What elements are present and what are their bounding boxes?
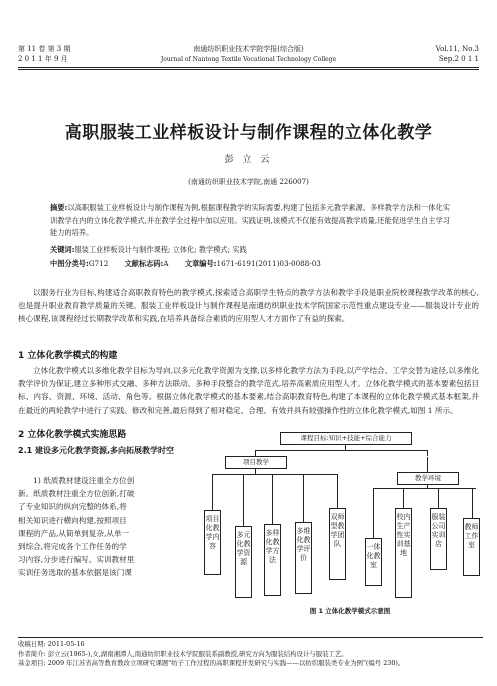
section-2-1-heading: 2.1 建设多元化教学资源,多向拓展教学时空 (18, 446, 174, 455)
classification-label: 中图分类号: (50, 259, 89, 268)
header-rule (18, 67, 479, 68)
footnote-rule (18, 637, 483, 638)
figure-1 (200, 430, 480, 615)
connector (438, 488, 439, 508)
received-date: 收稿日期: 2011-05-16 (18, 640, 85, 648)
connector (427, 450, 428, 456)
connector (472, 488, 473, 518)
connector (243, 474, 244, 526)
project-teaching-box: 项目教学 (225, 456, 287, 469)
teaching-environment-box: 教学环境 (397, 472, 459, 485)
connector (427, 484, 428, 488)
article-number-label: 文章编号: (184, 259, 217, 268)
text-line: 相关知识进行横向构建,按照项目 (18, 515, 127, 525)
classification-value: G712 (88, 259, 109, 268)
abstract-text: 以高职服装工业样板设计与制作课程为例,根据课程教学的实际需要,构建了包括多元教学素源、多样教学方法和一体化实训教学在内的立体化教学模式,并在教学全过程中加以应用。实践证明,该模式不仅能有效提高教学质量,还能促进学生自主学习能力的培养。 (50, 203, 451, 238)
keywords-text: 服装工业样板设计与制作课程; 立体化; 教学模式; 实践 (74, 245, 247, 254)
right-item-box: 校内生产性实训基地 (395, 508, 412, 598)
footnotes (18, 640, 483, 669)
left-item-box: 多维化教学评价 (295, 522, 312, 594)
volume-issue: 第 11 卷 第 3 期 (18, 45, 71, 53)
connector (212, 474, 213, 510)
connector (373, 488, 476, 489)
figure-caption: 图 1 立体化教学模式示意图 (309, 607, 391, 615)
text-line: 实训任务选取的基本依据是该门课 (18, 568, 132, 578)
connector (212, 474, 338, 475)
section-2-1-text (18, 474, 223, 580)
date-en: Sep.2 0 1 1 (438, 55, 479, 63)
right-item-box: 教师工作室 (463, 518, 480, 576)
text-line: 到综合,将完成各个工作任务的学 (18, 542, 127, 552)
article-author: 彭 立 云 (224, 155, 273, 165)
left-item-box: 双师型教学团队 (329, 508, 346, 580)
volume-en: Vol.11, No.3 (435, 45, 479, 53)
article-number-value: 1671-6191(2011)03-0088-03 (216, 259, 321, 268)
keywords-label: 关键词: (50, 245, 75, 254)
classification-line (50, 258, 450, 270)
connector (255, 450, 427, 451)
doc-code-label: 文献标志码: (124, 259, 164, 268)
text-line: 课程的产品,从简单到复杂,从单一 (18, 528, 130, 538)
author-affiliation: (南通纺织职业技术学院,南通 226007) (188, 178, 309, 186)
journal-title-en: Journal of Nantong Textile Vocational Technology College (160, 56, 337, 63)
connector (303, 474, 304, 522)
connector (272, 474, 273, 524)
connector (255, 468, 256, 474)
left-item-box: 项目化教学内容 (204, 510, 221, 575)
section-1-text: 立体化教学模式以多维化教学目标为导向,以多元化教学资源为支撑,以多样化教学方法为手段,以产学结合、工学交替为途径,以多维化教学评价为保证,建立多种形式交融、多种方法联动、多种手段整合的教学范式,培养高素质应用型人才。立体化教学模式的基本要素包括目标、内容、资源、环境、活动、角色等。根据立体化教学模式的基本要素,结合高职教育特色,构建了本课程的立体化教学模式基本框架,并在最近的两轮教学中进行了实践、修改和完善,最后得到了相对稳定、合理、有效并具有较强操作性的立体化教学模式,如图 1 所示。 (18, 366, 479, 415)
connector (373, 488, 374, 538)
text-line: 习内容,分步进行编写。实训教材里 (18, 555, 135, 565)
left-item-box: 多样化教学方法 (264, 524, 281, 596)
abstract (50, 202, 450, 240)
intro-paragraph: 以服务行业为目标,构建适合高职教育特色的教学模式,探索适合高职学生特点的教学方法和教学手段是职业院校课程教学改革的核心,也是提升职业教育教学质量的关键。服装工业样板设计与制作课程是南通纺织职业技术学院国家示范性重点建设专业——服装设计专业的核心课程,该课程经过长期教学改革和实践,在培养具备综合素质的应用型人才方面作了有益的探索。 (18, 288, 479, 324)
keywords (50, 244, 450, 256)
course-goal-box: 课程目标:知识+技能+综合能力 (280, 432, 412, 445)
doc-code-value: A (163, 259, 169, 268)
abstract-label: 摘要: (50, 203, 68, 212)
left-item-box: 多元化教学资源 (235, 526, 252, 598)
author-bio: 作者简介: 彭立云(1965-),女,湖南湘潭人,南通纺织职业技术学院服装系副教授,研究方向为服装结构设计与服装工艺。 (18, 649, 348, 658)
text-line: 新。纸质教材注重全方位创新,打破 (18, 489, 135, 499)
publication-date: 2 0 1 1 年 9 月 (18, 55, 68, 63)
section-2-heading: 2 立体化教学模式实施思路 (18, 430, 127, 440)
right-item-box: 一体化教室 (365, 538, 382, 586)
section-1-heading: 1 立体化教学模式的构建 (18, 351, 118, 361)
right-item-box: 服装公司实训店 (430, 508, 447, 570)
header-rule-2 (18, 69, 479, 70)
connector (403, 488, 404, 508)
connector (337, 474, 338, 508)
text-line: 了专业知识的纵向完整的体系,将 (18, 502, 127, 512)
fund-info: 基金项目: 2009 年江苏省高等教育教改立项研究课题"纺子工作过程的高职课程开发研究与实践——以纺织服装类专业为例"(编号 230)。 (18, 659, 405, 667)
text-line: 1) 纸质教材建设注重全方位创 (33, 476, 135, 485)
journal-title-cn: 南通纺织职业技术学院学报(综合版) (193, 45, 304, 53)
article-title: 高职服装工业样板设计与制作课程的立体化教学 (64, 123, 433, 143)
connector (427, 457, 428, 472)
